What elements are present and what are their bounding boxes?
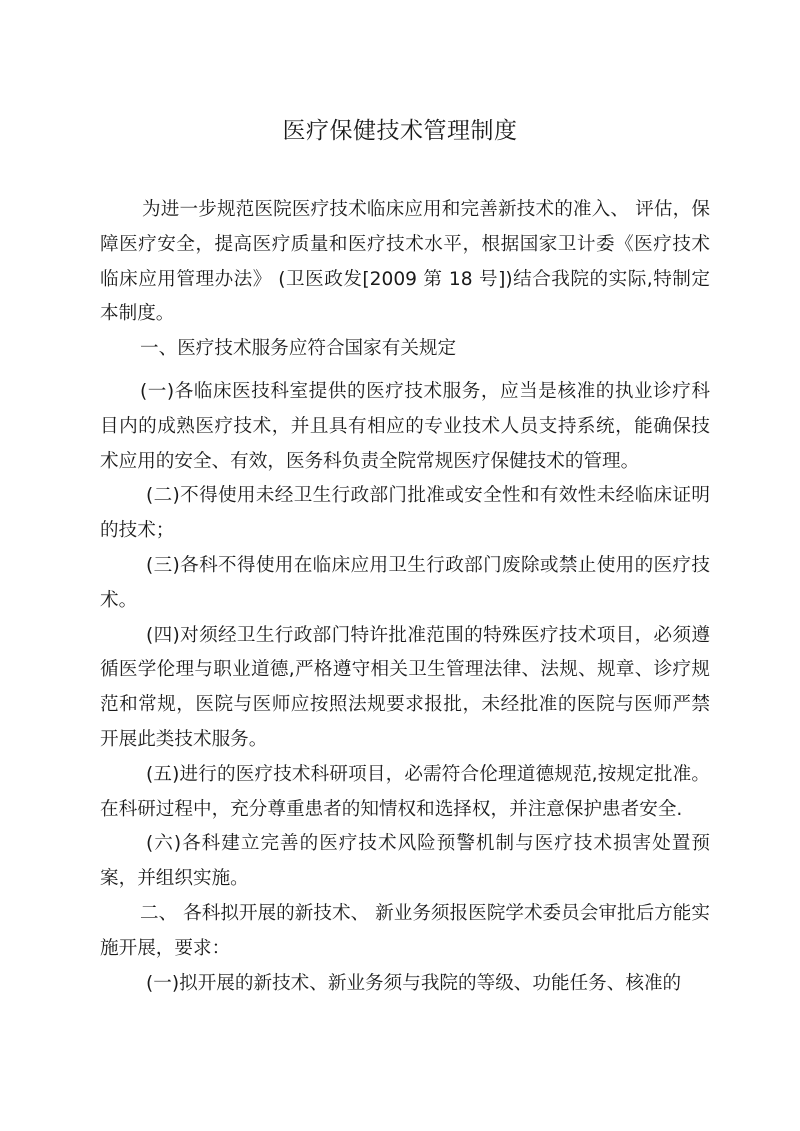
document-body (100, 193, 710, 1001)
paragraph-item-1: (一)各临床医技科室提供的医疗技术服务，应当是核准的执业诊疗科目内的成熟医疗技术，并且具有相应的专业技术人员支持系统，能确保技术应用的安全、有效，医务科负责全院常规医疗保健技术的管理。 (100, 380, 710, 472)
paragraph-item-5: (五)进行的医疗技术科研项目，必需符合伦理道德规范,按规定批准。在科研过程中，充分尊重患者的知情权和选择权，并注意保护患者安全. (100, 763, 710, 820)
document-title: 医疗保健技术管理制度 (282, 118, 518, 144)
paragraph-item-2-1: (一)拟开展的新技术、新业务须与我院的等级、功能任务、核准的 (146, 972, 682, 994)
paragraph-item-3: (三)各科不得使用在临床应用卫生行政部门废除或禁止使用的医疗技术。 (100, 554, 710, 611)
paragraph-intro: 为进一步规范医院医疗技术临床应用和完善新技术的准入、 评估，保障医疗安全，提高医疗质量和医疗技术水平，根据国家卫计委《医疗技术临床应用管理办法》 (卫医政发[2009 第 18 号])结合我院的实际,特制定本制度。 (100, 199, 710, 325)
section-heading-2: 二、 各科拟开展的新技术、 新业务须报医院学术委员会审批后方能实施开展，要求： (100, 902, 710, 959)
section-heading-1: 一、医疗技术服务应符合国家有关规定 (140, 338, 457, 360)
paragraph-item-6: (六)各科建立完善的医疗技术风险预警机制与医疗技术损害处置预案，并组织实施。 (100, 833, 710, 890)
paragraph-item-2: (二)不得使用未经卫生行政部门批准或安全性和有效性未经临床证明的技术； (100, 485, 710, 542)
paragraph-item-4: (四)对须经卫生行政部门特许批准范围的特殊医疗技术项目，必须遵循医学伦理与职业道德,严格遵守相关卫生管理法律、法规、规章、诊疗规范和常规，医院与医师应按照法规要求报批，未经批准的医院与医师严禁开展此类技术服务。 (100, 624, 710, 750)
